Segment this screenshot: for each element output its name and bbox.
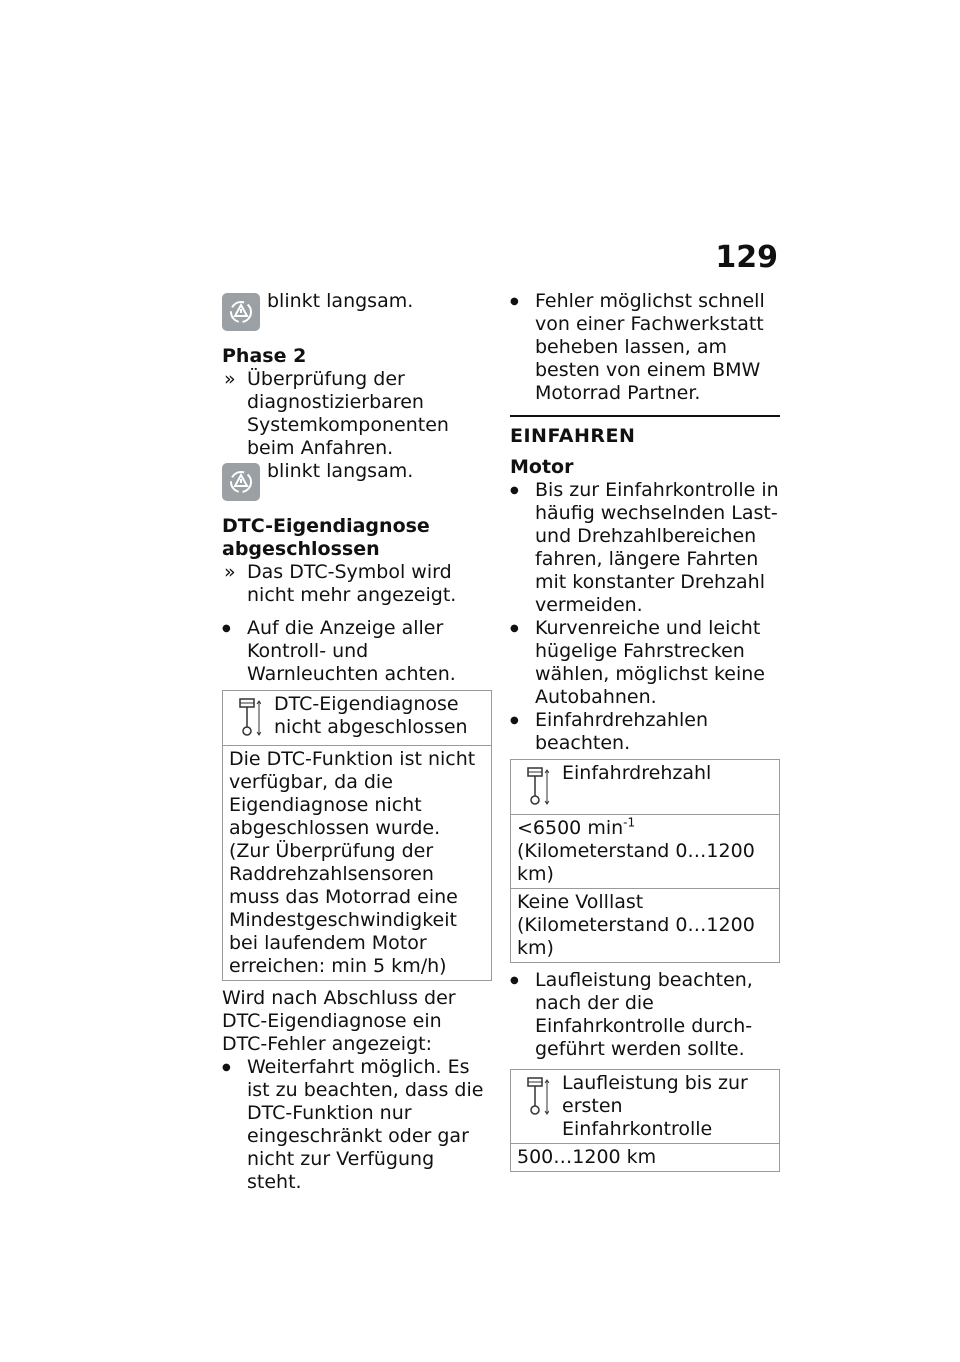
- einfahrdrehzahl-table-head: Einfahrdrehzahl: [562, 762, 712, 784]
- bullet-anzeige: ● Auf die Anzeige aller Kontroll- und Warnleuchten achten.: [222, 617, 492, 686]
- bullet-fehler: ● Fehler möglichst schnell von einer Fachwerkstatt beheben lassen, am besten von einem BMW Motorrad Partner.: [510, 290, 780, 405]
- dtc-heading: DTC-Eigendiagnose abgeschlossen: [222, 515, 430, 560]
- piston-icon: [237, 697, 261, 741]
- laufleistung-table: [510, 1069, 780, 1172]
- phase2-item: » Überprüfung der diagnostizierbaren Systemkomponenten beim Anfahren.: [222, 368, 492, 460]
- motor-heading: Motor: [510, 456, 574, 478]
- warning-triangle-icon: [222, 463, 260, 501]
- section-divider: [510, 415, 780, 417]
- piston-icon: [525, 1076, 549, 1120]
- warning-light-text-2: blinkt langsam.: [267, 460, 414, 482]
- dtc-table: [222, 690, 492, 981]
- bullet-laufleistung: ● Laufleistung beachten, nach der die Einfahrkontrolle durchgeführt werden sollte.: [510, 969, 780, 1061]
- phase2-heading: Phase 2: [222, 345, 307, 367]
- warning-light-row-2: [222, 460, 492, 502]
- after-table-text: Wird nach Abschluss der DTC-Eigendiagnose ein DTC-Fehler angezeigt:: [222, 987, 456, 1055]
- einfahrdrehzahl-row-1: <6500 $\min^{-1}$ (Kilometerstand 0…1200 km): [511, 815, 780, 889]
- einfahrdrehzahl-table: [510, 759, 780, 963]
- dtc-item: » Das DTC-Symbol wird nicht mehr angezeigt.: [222, 561, 492, 607]
- dtc-table-head: DTC-Eigendiagnose nicht abgeschlossen: [274, 693, 468, 738]
- einfahrdrehzahl-row-2: Keine Volllast (Kilometerstand 0…1200 km): [511, 889, 780, 963]
- laufleistung-row-1: 500…1200 km: [511, 1144, 780, 1172]
- bullet-drehzahlen: ● Einfahrdrehzahlen beachten.: [510, 709, 780, 755]
- piston-icon: [525, 766, 549, 810]
- warning-light-text-1: blinkt langsam.: [267, 290, 414, 312]
- section-heading: EINFAHREN: [510, 425, 636, 447]
- dtc-table-body: Die DTC-Funktion ist nicht verfügbar, da die Eigendiagnose nicht abgeschlossen wurde. (Zur Überprüfung der Raddrehzahlsensoren muss das Motorrad eine Mindestgeschwindigkeit bei laufendem Motor erreichen: min 5 km/h): [223, 746, 492, 981]
- bullet-kurven: ● Kurvenreiche und leicht hügelige Fahrstrecken wählen, möglichst keine Autobahnen.: [510, 617, 780, 709]
- left-column: [222, 290, 492, 1194]
- page-number: 129: [715, 240, 778, 275]
- warning-light-row-1: [222, 290, 492, 332]
- right-column: [510, 290, 780, 1172]
- laufleistung-table-head: Laufleistung bis zur ersten Einfahrkontrolle: [562, 1072, 748, 1140]
- bullet-einfahrkontrolle: ● Bis zur Einfahrkontrolle in häufig wechselnden Last- und Drehzahlbereichen fahren, längere Fahrten mit konstanter Drehzahl vermeiden.: [510, 479, 780, 617]
- bullet-weiterfahrt: ● Weiterfahrt möglich. Es ist zu beachten, dass die DTC-Funktion nur eingeschränkt oder gar nicht zur Verfügung steht.: [222, 1056, 492, 1194]
- warning-triangle-icon: [222, 293, 260, 331]
